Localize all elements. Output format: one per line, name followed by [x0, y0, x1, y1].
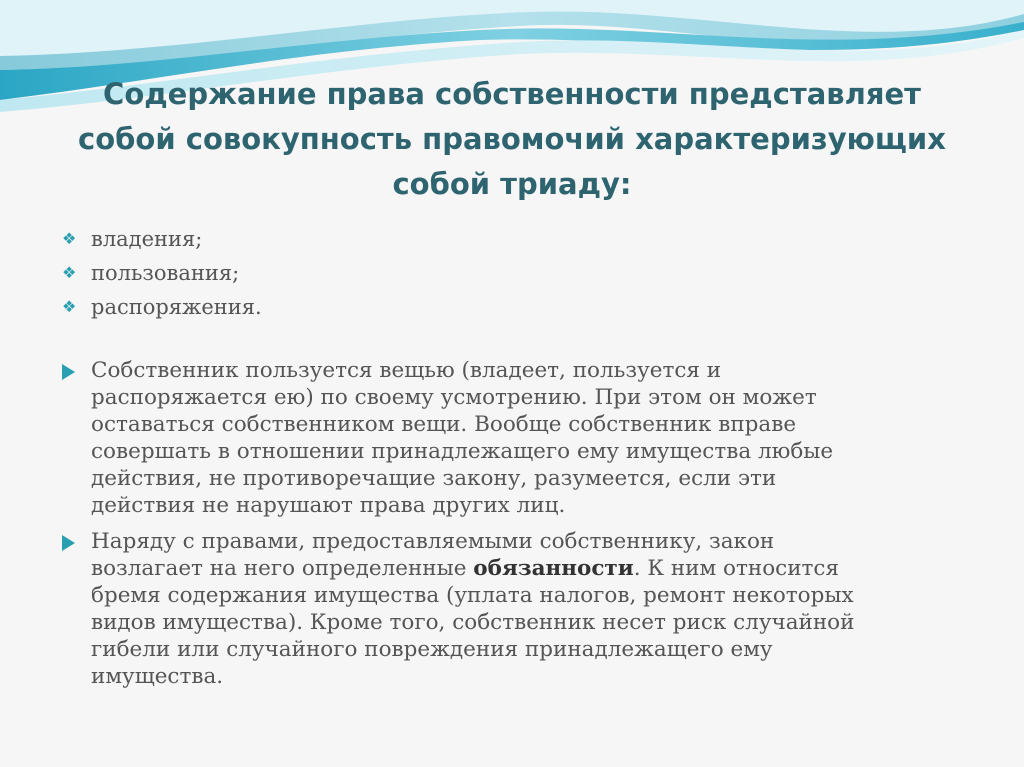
triangle-bullet-icon	[62, 364, 75, 380]
duties-bold-text: обязанности	[473, 556, 634, 581]
triad-list	[62, 222, 562, 324]
title-line: собой совокупность правомочий характеризующих	[78, 122, 946, 156]
paragraph-text: возлагает на него определенные	[91, 556, 474, 581]
slide-title	[70, 72, 954, 207]
title-line: Содержание права собственности представляет	[103, 77, 921, 111]
paragraph-line: видов имущества). Кроме того, собственник несет риск случайной	[91, 610, 855, 635]
paragraph-owner-rights	[62, 357, 962, 519]
paragraph-line: бремя содержания имущества (уплата налогов, ремонт некоторых	[91, 583, 854, 608]
diamond-bullet-icon: ❖	[62, 297, 77, 316]
paragraph-line: действия не нарушают права других лиц.	[91, 493, 566, 518]
list-item-text: распоряжения.	[91, 295, 262, 319]
title-line: собой триаду:	[392, 167, 632, 201]
paragraph-line: Наряду с правами, предоставляемыми собственнику, закон	[91, 529, 775, 554]
diamond-bullet-icon: ❖	[62, 263, 77, 282]
list-item-text: владения;	[91, 227, 203, 251]
paragraph-line: совершать в отношении принадлежащего ему имущества любые	[91, 439, 834, 464]
list-item	[62, 222, 562, 256]
diamond-bullet-icon: ❖	[62, 229, 77, 248]
list-item	[62, 256, 562, 290]
paragraph-line: Собственник пользуется вещью (владеет, пользуется и	[91, 358, 722, 383]
paragraph-line: действия, не противоречащие закону, разумеется, если эти	[91, 466, 777, 491]
paragraph-line: оставаться собственником вещи. Вообще собственник вправе	[91, 412, 797, 437]
paragraph-text: . К ним относится	[633, 556, 840, 581]
paragraph-line	[91, 555, 962, 582]
list-item-text: пользования;	[91, 261, 240, 285]
paragraph-line: имущества.	[91, 664, 224, 689]
triangle-bullet-icon	[62, 535, 75, 551]
paragraph-owner-duties	[62, 528, 962, 690]
paragraph-line: гибели или случайного повреждения принадлежащего ему	[91, 637, 773, 662]
paragraph-line: распоряжается ею) по своему усмотрению. При этом он может	[91, 385, 817, 410]
list-item	[62, 290, 562, 324]
